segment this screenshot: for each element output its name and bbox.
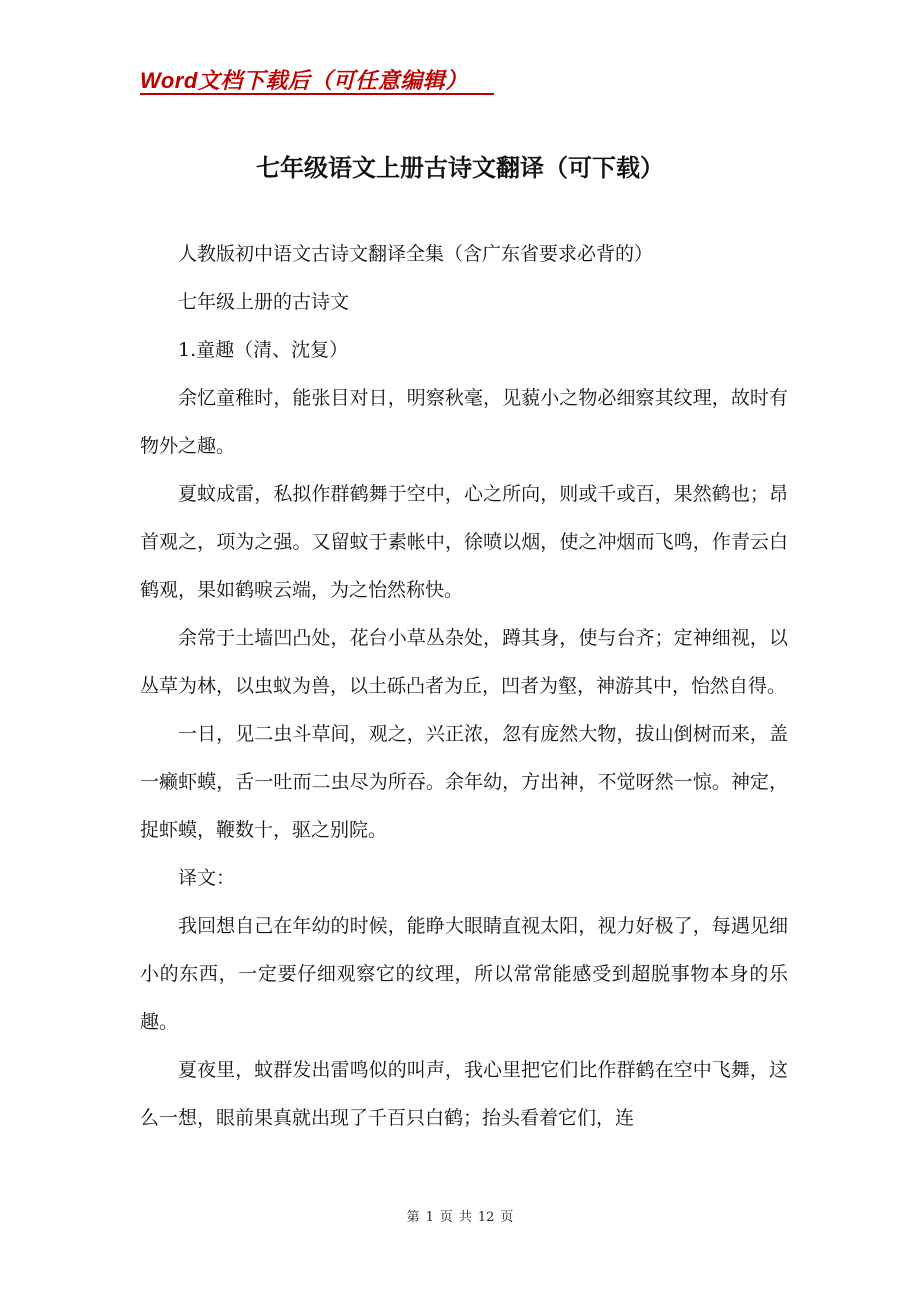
footer-suffix: 页 [500,1210,514,1225]
paragraph-text: 余常于土墙凹凸处，花台小草丛杂处，蹲其身，使与台齐；定神细视，以丛草为林，以虫蚁为兽，以土砾凸者为丘，凹者为壑，神游其中，怡然自得。 [140,627,788,697]
paragraph-section-heading: 七年级上册的古诗文 [178,291,350,313]
paragraph-translation: 夏夜里，蚊群发出雷鸣似的叫声，我心里把它们比作群鹤在空中飞舞，这么一想，眼前果真就出现了千百只白鹤；抬头看着它们，连 [140,1059,788,1129]
paragraph-intro: 人教版初中语文古诗文翻译全集（含广东省要求必背的） [178,243,654,265]
paragraph-translation-label: 译文： [178,867,236,889]
page-footer [0,1206,920,1225]
paragraph-text: 夏蚊成雷，私拟作群鹤舞于空中，心之所向，则或千或百，果然鹤也；昂首观之，项为之强。又留蚊于素帐中，徐喷以烟，使之冲烟而飞鸣，作青云白鹤观，果如鹤唳云端，为之怡然称快。 [140,483,788,601]
paragraph-poem-title: 1.童趣（清、沈复） [178,339,349,361]
paragraph-text: 一日，见二虫斗草间，观之，兴正浓，忽有庞然大物，拔山倒树而来，盖一癞虾蟆，舌一吐而二虫尽为所吞。余年幼，方出神，不觉呀然一惊。神定，捉虾蟆，鞭数十，驱之别院。 [140,723,788,841]
footer-total-prefix: 共 [458,1210,472,1225]
footer-prefix: 第 [406,1210,420,1225]
paragraph-text: 余忆童稚时，能张目对日，明察秋毫，见藐小之物必细察其纹理，故时有物外之趣。 [140,387,788,457]
footer-page-word: 页 [439,1210,453,1225]
footer-current-page: 1 [425,1210,434,1225]
paragraph-translation: 我回想自己在年幼的时候，能睁大眼睛直视太阳，视力好极了，每遇见细小的东西，一定要仔细观察它的纹理，所以常常能感受到超脱事物本身的乐趣。 [140,915,788,1033]
document-body [140,230,788,1142]
document-title: 七年级语文上册古诗文翻译（可下载） [256,153,664,182]
footer-total-pages: 12 [477,1210,495,1225]
download-header: Word文档下载后（可任意编辑） [140,68,468,93]
header-underline [140,93,494,95]
